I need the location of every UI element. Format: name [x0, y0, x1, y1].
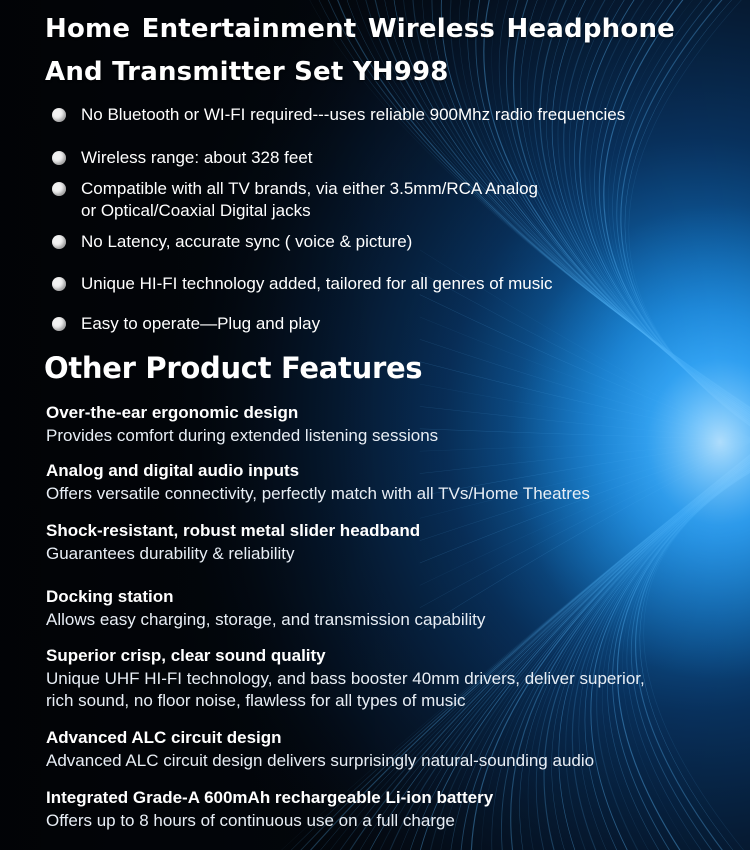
feature-item	[46, 727, 706, 772]
feature-title: Shock-resistant, robust metal slider headband	[46, 521, 421, 540]
feature-item	[46, 645, 671, 712]
bullet-item	[52, 178, 712, 222]
feature-description: Offers up to 8 hours of continuous use on a full charge	[46, 811, 455, 830]
page-title: Home Entertainment Wireless Headphone And Transmitter Set YH998	[45, 14, 675, 87]
feature-title: Advanced ALC circuit design	[46, 728, 282, 747]
bullet-text: No Latency, accurate sync ( voice & picture)	[81, 232, 413, 251]
feature-title: Superior crisp, clear sound quality	[46, 646, 326, 665]
bullet-dot-icon	[52, 317, 66, 331]
bullet-item	[52, 273, 712, 295]
feature-item	[46, 402, 706, 447]
feature-description: Guarantees durability & reliability	[46, 544, 295, 563]
feature-description: Advanced ALC circuit design delivers surprisingly natural-sounding audio	[46, 751, 595, 770]
bullet-item	[52, 147, 712, 169]
bullet-dot-icon	[52, 182, 66, 196]
feature-item	[46, 520, 706, 565]
bullet-dot-icon	[52, 108, 66, 122]
feature-title: Docking station	[46, 587, 174, 606]
feature-item	[46, 586, 706, 631]
feature-description: Unique UHF HI-FI technology, and bass booster 40mm drivers, deliver superior, rich sound, no floor noise, flawless for all types of music	[46, 669, 645, 710]
bullet-text: Easy to operate—Plug and play	[81, 314, 321, 333]
bullet-text: Unique HI-FI technology added, tailored for all genres of music	[81, 274, 553, 293]
feature-description: Provides comfort during extended listening sessions	[46, 426, 439, 445]
bullet-dot-icon	[52, 151, 66, 165]
feature-item	[46, 460, 706, 505]
section-heading: Other Product Features	[44, 351, 423, 385]
feature-description: Offers versatile connectivity, perfectly match with all TVs/Home Theatres	[46, 484, 590, 503]
feature-title: Integrated Grade-A 600mAh rechargeable Li-ion battery	[46, 788, 494, 807]
bullet-text: Compatible with all TV brands, via either 3.5mm/RCA Analog or Optical/Coaxial Digital jacks	[81, 179, 539, 220]
feature-title: Over-the-ear ergonomic design	[46, 403, 299, 422]
bullet-dot-icon	[52, 277, 66, 291]
bullet-item	[52, 231, 712, 253]
bullet-text: No Bluetooth or WI-FI required---uses reliable 900Mhz radio frequencies	[81, 105, 626, 124]
bullet-text: Wireless range: about 328 feet	[81, 148, 313, 167]
bullet-item	[52, 313, 712, 335]
feature-title: Analog and digital audio inputs	[46, 461, 300, 480]
feature-description: Allows easy charging, storage, and transmission capability	[46, 610, 486, 629]
bullet-dot-icon	[52, 235, 66, 249]
bullet-item	[52, 104, 712, 126]
feature-item	[46, 787, 706, 832]
